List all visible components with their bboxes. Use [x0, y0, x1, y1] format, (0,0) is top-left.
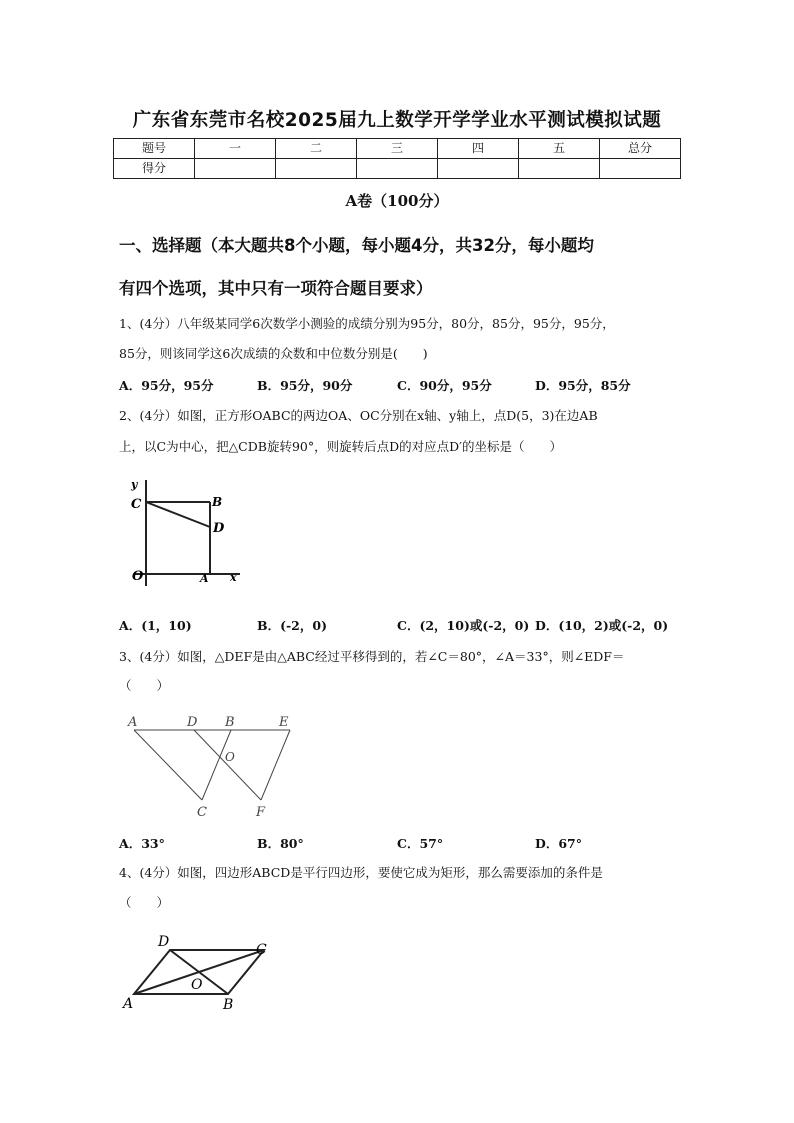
- label-d: D: [158, 934, 170, 950]
- score-cell: 得分: [114, 159, 195, 179]
- question-2-text-line1: 2、(4分）如图，正方形OABC的两边OA、OC分别在x轴、y轴上，点D(5，3)在边AB: [119, 408, 598, 423]
- label-c: C: [256, 942, 267, 958]
- score-cell: [276, 159, 357, 179]
- score-cell: 一: [195, 139, 276, 159]
- score-cell: 二: [276, 139, 357, 159]
- label-o: O: [225, 750, 235, 764]
- label-b: B: [212, 495, 223, 509]
- question-2-option-b: B．(-2，0): [257, 618, 327, 633]
- question-2-text-line2: 上，以C为中心，把△CDB旋转90°，则旋转后点D的对应点D′的坐标是（ ）: [119, 439, 562, 454]
- label-c: C: [197, 805, 207, 820]
- question-1-option-d: D．95分，85分: [535, 378, 631, 393]
- segment-cd: [146, 502, 210, 527]
- label-e: E: [279, 715, 289, 730]
- label-b: B: [225, 715, 235, 730]
- score-cell: 总分: [600, 139, 681, 159]
- segment-cb: [202, 730, 231, 800]
- question-2-figure: [120, 474, 260, 594]
- question-4-figure: [120, 932, 280, 1016]
- page-title: 广东省东莞市名校2025届九上数学开学学业水平测试模拟试题: [132, 110, 662, 131]
- question-3-text-line2: （ ）: [119, 678, 170, 693]
- label-y: y: [131, 478, 138, 491]
- part1-heading-line1: 一、选择题（本大题共8个小题，每小题4分，共32分，每小题均: [119, 236, 594, 255]
- question-1-option-b: B．95分，90分: [257, 378, 353, 393]
- label-f: F: [256, 805, 266, 820]
- label-c: C: [131, 497, 142, 512]
- score-cell: [519, 159, 600, 179]
- question-3-figure: [124, 710, 304, 822]
- question-2-option-d: D．(10，2)或(-2，0): [535, 618, 669, 633]
- label-o: O: [191, 977, 203, 993]
- label-x: x: [230, 571, 237, 584]
- label-a: A: [128, 715, 138, 730]
- score-cell: [600, 159, 681, 179]
- question-1-option-c: C．90分，95分: [397, 378, 492, 393]
- score-cell: [438, 159, 519, 179]
- label-d: D: [187, 715, 198, 730]
- question-3-option-b: B．80°: [257, 836, 304, 851]
- segment-ac: [134, 730, 202, 800]
- question-3-option-c: C．57°: [397, 836, 444, 851]
- label-a: A: [200, 572, 209, 585]
- question-1-option-a: A．95分，95分: [119, 378, 214, 393]
- segment-fe: [261, 730, 290, 800]
- question-3-text-line1: 3、(4分）如图，△DEF是由△ABC经过平移得到的，若∠C＝80°，∠A＝33°，则∠EDF＝: [119, 649, 625, 664]
- score-table-header-row: [114, 139, 681, 159]
- question-4-text-line1: 4、(4分）如图，四边形ABCD是平行四边形，要使它成为矩形，那么需要添加的条件是: [119, 865, 603, 880]
- question-3-option-d: D．67°: [535, 836, 582, 851]
- part1-heading-line2: 有四个选项，其中只有一项符合题目要求）: [119, 279, 433, 298]
- score-cell: [195, 159, 276, 179]
- question-2-option-c: C．(2，10)或(-2，0): [397, 618, 530, 633]
- question-3-option-a: A．33°: [119, 836, 165, 851]
- label-o: O: [132, 569, 144, 584]
- section-a-title: A卷（100分）: [345, 192, 449, 210]
- label-a: A: [123, 996, 134, 1012]
- score-cell: 五: [519, 139, 600, 159]
- question-4-text-line2: （ ）: [119, 895, 170, 910]
- score-cell: [357, 159, 438, 179]
- label-d: D: [213, 521, 225, 536]
- question-2-option-a: A．(1，10): [119, 618, 192, 633]
- score-cell: 题号: [114, 139, 195, 159]
- score-table: [113, 138, 681, 179]
- segment-df: [194, 730, 261, 800]
- label-b: B: [223, 997, 234, 1013]
- question-1-text-line2: 85分，则该同学这6次成绩的众数和中位数分别是( ): [119, 346, 428, 361]
- score-cell: 四: [438, 139, 519, 159]
- score-cell: 三: [357, 139, 438, 159]
- score-table-score-row: [114, 159, 681, 179]
- question-1-text-line1: 1、(4分）八年级某同学6次数学小测验的成绩分别为95分，80分，85分，95分，95分，: [119, 316, 615, 331]
